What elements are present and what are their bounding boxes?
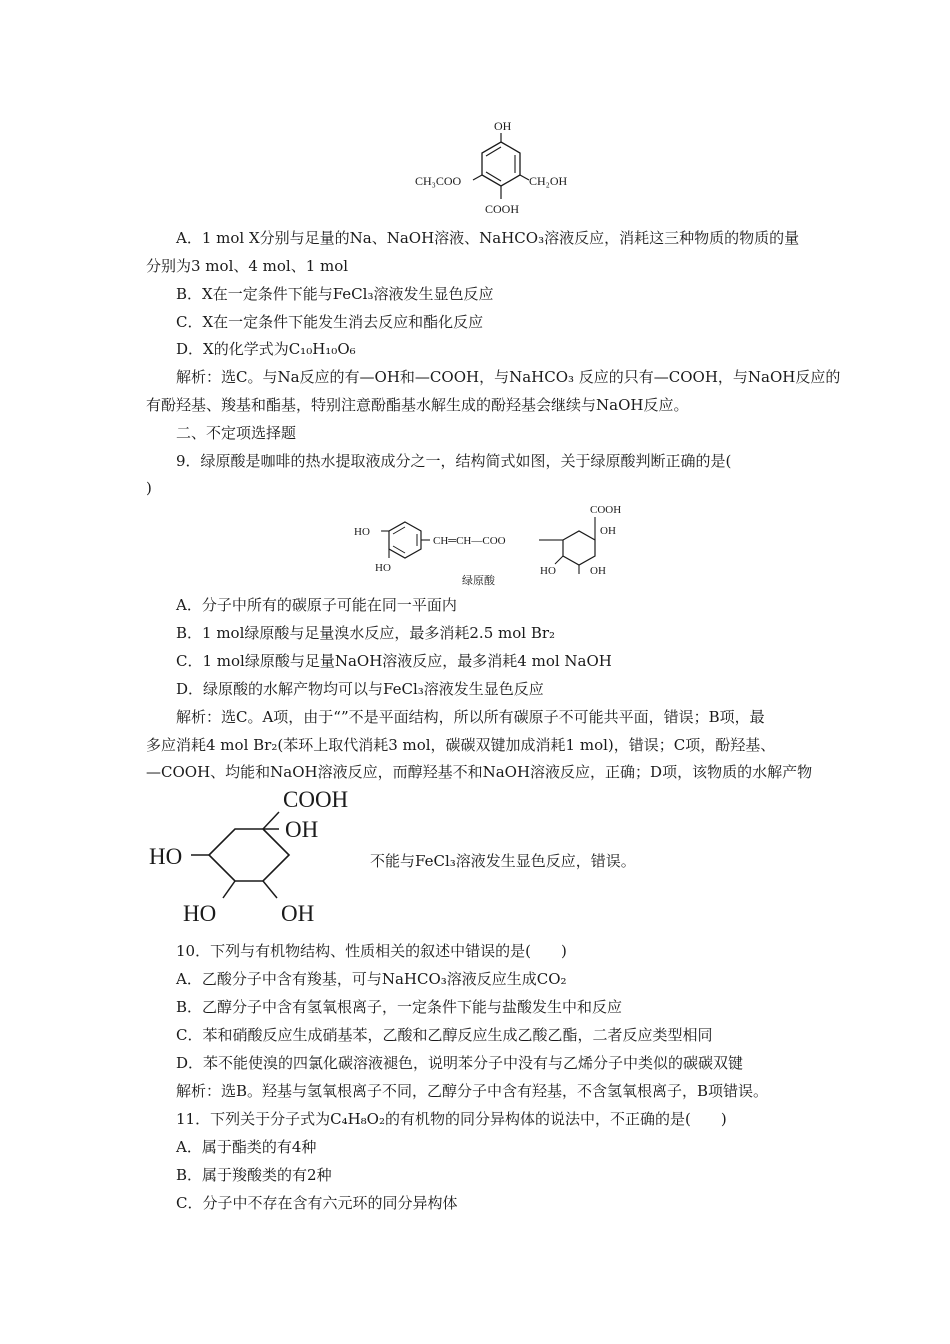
q8-option-c: C．X在一定条件下能发生消去反应和酯化反应 xyxy=(176,313,484,331)
q10-analysis: 解析：选B。羟基与氢氧根离子不同，乙醇分子中含有羟基，不含氢氧根离子，B项错误。 xyxy=(176,1082,769,1100)
q11-option-a: A．属于酯类的有4种 xyxy=(176,1138,317,1156)
q9-option-a: A．分子中所有的碳原子可能在同一平面内 xyxy=(176,596,457,614)
q10-option-a: A．乙酸分子中含有羧基，可与NaHCO₃溶液反应生成CO₂ xyxy=(176,970,567,988)
qa-ho-bottom: HO xyxy=(183,901,217,926)
x-bottom-sub: COOH xyxy=(485,202,520,216)
q9-option-b: B．1 mol绿原酸与足量溴水反应，最多消耗2.5 mol Br₂ xyxy=(176,624,556,642)
q9-option-c: C．1 mol绿原酸与足量NaOH溶液反应，最多消耗4 mol NaOH xyxy=(176,652,612,670)
q9-analysis-cont-1: 多应消耗4 mol Br₂(苯环上取代消耗3 mol，碳碳双键加成消耗1 mol)，错误；C项，酚羟基、 xyxy=(146,736,776,754)
q9-stem: 9．绿原酸是咖啡的热水提取液成分之一，结构简式如图，关于绿原酸判断正确的是( xyxy=(176,452,732,470)
q8-option-b: B．X在一定条件下能与FeCl₃溶液发生显色反应 xyxy=(176,285,494,303)
q9-analysis-cont-2: —COOH、均能和NaOH溶液反应，而醇羟基不和NaOH溶液反应，正确；D项，该物质的水解产物 xyxy=(146,763,813,781)
section-heading: 二、不定项选择题 xyxy=(176,424,297,442)
q10-option-b: B．乙醇分子中含有氢氧根离子，一定条件下能与盐酸发生中和反应 xyxy=(176,998,623,1016)
q9-option-d: D．绿原酸的水解产物均可以与FeCl₃溶液发生显色反应 xyxy=(176,680,544,698)
compound-x-structure xyxy=(405,115,585,225)
ca-chain: CH═CH—COO xyxy=(433,535,506,547)
qa-oh-bottom: OH xyxy=(281,901,315,926)
q8-option-a-cont: 分别为3 mol、4 mol、1 mol xyxy=(146,257,349,275)
ca-caption: 绿原酸 xyxy=(462,575,495,587)
ca-ho-ring: HO xyxy=(540,565,556,577)
q8-option-a: A．1 mol X分别与足量的Na、NaOH溶液、NaHCO₃溶液反应，消耗这三种物质的物质的量 xyxy=(176,229,800,247)
qa-ho-left: HO xyxy=(149,844,183,869)
ca-oh-right: OH xyxy=(600,525,616,537)
q8-option-d: D．X的化学式为C₁₀H₁₀O₆ xyxy=(176,340,356,358)
qa-oh-right: OH xyxy=(285,817,319,842)
x-oh-top: OH xyxy=(494,119,512,133)
chlorogenic-acid-structure xyxy=(350,500,640,588)
ca-ho-top: HO xyxy=(354,526,370,538)
q10-stem: 10．下列与有机物结构、性质相关的叙述中错误的是( ) xyxy=(176,942,567,960)
q10-option-c: C．苯和硝酸反应生成硝基苯，乙酸和乙醇反应生成乙酸乙酯，二者反应类型相同 xyxy=(176,1026,713,1044)
x-right-sub: CH₂OH xyxy=(529,174,568,188)
q11-option-b: B．属于羧酸类的有2种 xyxy=(176,1166,332,1184)
q9-analysis: 解析：选C。A项，由于“”不是平面结构，所以所有碳原子不可能共平面，错误；B项，最 xyxy=(176,708,765,726)
x-left-sub: CH₃COO xyxy=(415,174,462,188)
q10-option-d: D．苯不能使溴的四氯化碳溶液褪色，说明苯分子中没有与乙烯分子中类似的碳碳双键 xyxy=(176,1054,744,1072)
q9-stem-cont: ) xyxy=(146,479,152,497)
q8-analysis: 解析：选C。与Na反应的有—OH和—COOH，与NaHCO₃ 反应的只有—COOH，与NaOH反应的 xyxy=(176,368,841,386)
ca-cooh: COOH xyxy=(590,504,622,516)
q9-analysis-cont-3: 不能与FeCl₃溶液发生显色反应，错误。 xyxy=(370,852,636,870)
ca-ho-bottom: HO xyxy=(375,562,391,574)
q11-option-c: C．分子中不存在含有六元环的同分异构体 xyxy=(176,1194,458,1212)
ca-oh-ring: OH xyxy=(590,565,606,577)
q8-analysis-cont: 有酚羟基、羧基和酯基，特别注意酚酯基水解生成的酚羟基会继续与NaOH反应。 xyxy=(146,396,689,414)
q11-stem: 11．下列关于分子式为C₄H₈O₂的有机物的同分异构体的说法中，不正确的是( ) xyxy=(176,1110,727,1128)
quinic-acid-structure xyxy=(145,785,370,930)
qa-cooh: COOH xyxy=(283,787,349,812)
